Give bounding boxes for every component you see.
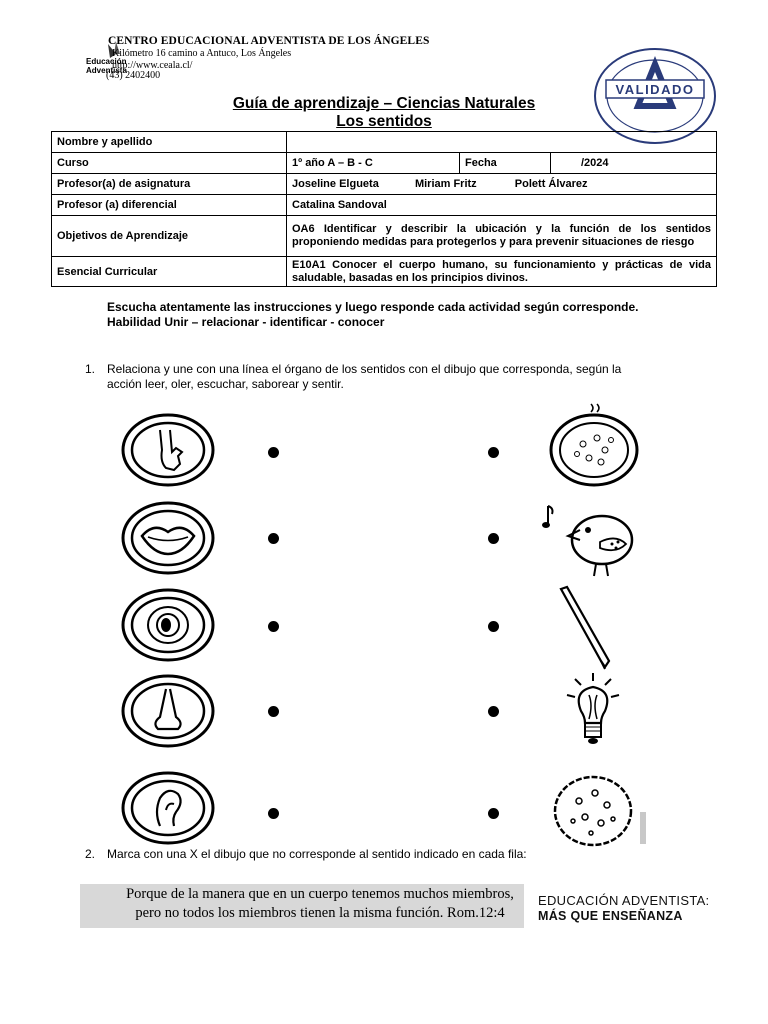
diferencial-value: Catalina Sandoval <box>287 195 717 216</box>
left-dot-2[interactable] <box>268 533 279 544</box>
eye-icon <box>120 587 216 663</box>
objetivos-label: Objetivos de Aprendizaje <box>52 216 287 257</box>
right-dot-2[interactable] <box>488 533 499 544</box>
table-row-objetivos <box>52 216 717 257</box>
school-website-link[interactable]: http://www.ceala.cl/ <box>112 60 193 71</box>
profesor-label: Profesor(a) de asignatura <box>52 174 287 195</box>
fecha-label: Fecha <box>460 153 551 174</box>
curso-label: Curso <box>52 153 287 174</box>
table-row-nombre <box>52 132 717 153</box>
school-address: Kilómetro 16 camino a Antuco, Los Ángeles <box>112 48 292 59</box>
school-name: CENTRO EDUCACIONAL ADVENTISTA DE LOS ÁNGELES <box>108 35 430 47</box>
cookie-icon <box>545 771 645 857</box>
right-dot-1[interactable] <box>488 447 499 458</box>
ear-icon <box>120 770 216 846</box>
fecha-field[interactable]: /2024 <box>551 153 717 174</box>
table-row-profesor <box>52 174 717 195</box>
nose-icon <box>120 673 216 749</box>
instructions-text: Escucha atentamente las instrucciones y luego responde cada actividad según corresponde. <box>107 300 639 314</box>
page-subtitle: Los sentidos <box>336 113 432 130</box>
curso-value: 1º año A – B - C <box>287 153 460 174</box>
info-table <box>51 131 717 287</box>
question-1-number: 1. <box>85 362 96 376</box>
right-dot-4[interactable] <box>488 706 499 717</box>
esencial-value: E10A1 Conocer el cuerpo humano, su funcionamiento y prácticas de vida saludable, basadas en los principios divinos. <box>287 257 717 287</box>
question-1-text: Relaciona y une con una línea el órgano de los sentidos con el dibujo que corresponda, según la acción leer, oler, escuchar, saborear y sentir. <box>107 362 622 391</box>
decorative-bar <box>640 812 646 844</box>
question-2-text: Marca con una X el dibujo que no corresponde al sentido indicado en cada fila: <box>107 847 527 861</box>
left-dot-5[interactable] <box>268 808 279 819</box>
singing-bird-icon <box>540 498 640 584</box>
page-title: Guía de aprendizaje – Ciencias Naturales <box>232 95 536 112</box>
question-2-number: 2. <box>85 847 96 861</box>
table-row-curso <box>52 153 717 174</box>
nombre-field[interactable] <box>287 132 717 153</box>
profesor-name-1: Joseline Elgueta <box>292 178 379 190</box>
stamp-text: VALIDADO <box>615 82 695 97</box>
pencil-icon <box>545 585 645 671</box>
profesor-value <box>287 174 717 195</box>
skills-text: Habilidad Unir – relacionar - identificar - conocer <box>107 315 385 329</box>
brand-line-1: EDUCACIÓN ADVENTISTA: <box>538 893 710 908</box>
esencial-label: Esencial Curricular <box>52 257 287 287</box>
profesor-name-3: Polett Álvarez <box>514 178 588 190</box>
diferencial-label: Profesor (a) diferencial <box>52 195 287 216</box>
table-row-esencial <box>52 257 717 287</box>
nombre-label: Nombre y apellido <box>52 132 287 153</box>
left-dot-1[interactable] <box>268 447 279 458</box>
mouth-icon <box>120 500 216 576</box>
instructions <box>107 300 662 330</box>
verse-line-2: pero no todos los miembros tienen la misma función. Rom.12:4 <box>135 905 505 921</box>
verse-line-1: Porque de la manera que en un cuerpo tenemos muchos miembros, <box>126 886 514 902</box>
hand-icon <box>120 412 216 488</box>
education-logo-text: Educación Adventista <box>86 57 127 75</box>
right-dot-3[interactable] <box>488 621 499 632</box>
table-row-diferencial <box>52 195 717 216</box>
left-dot-4[interactable] <box>268 706 279 717</box>
pizza-icon <box>545 402 645 488</box>
brand-line-2: MÁS QUE ENSEÑANZA <box>538 909 683 923</box>
objetivos-value: OA6 Identificar y describir la ubicación y la función de los sentidos proponiendo medidas para protegerlos y para prevenir situaciones de riesgo <box>287 216 717 257</box>
left-dot-3[interactable] <box>268 621 279 632</box>
right-dot-5[interactable] <box>488 808 499 819</box>
profesor-name-2: Miriam Fritz <box>414 178 477 190</box>
light-bulb-icon <box>545 671 645 757</box>
school-phone: (43) 2402400 <box>106 70 161 81</box>
